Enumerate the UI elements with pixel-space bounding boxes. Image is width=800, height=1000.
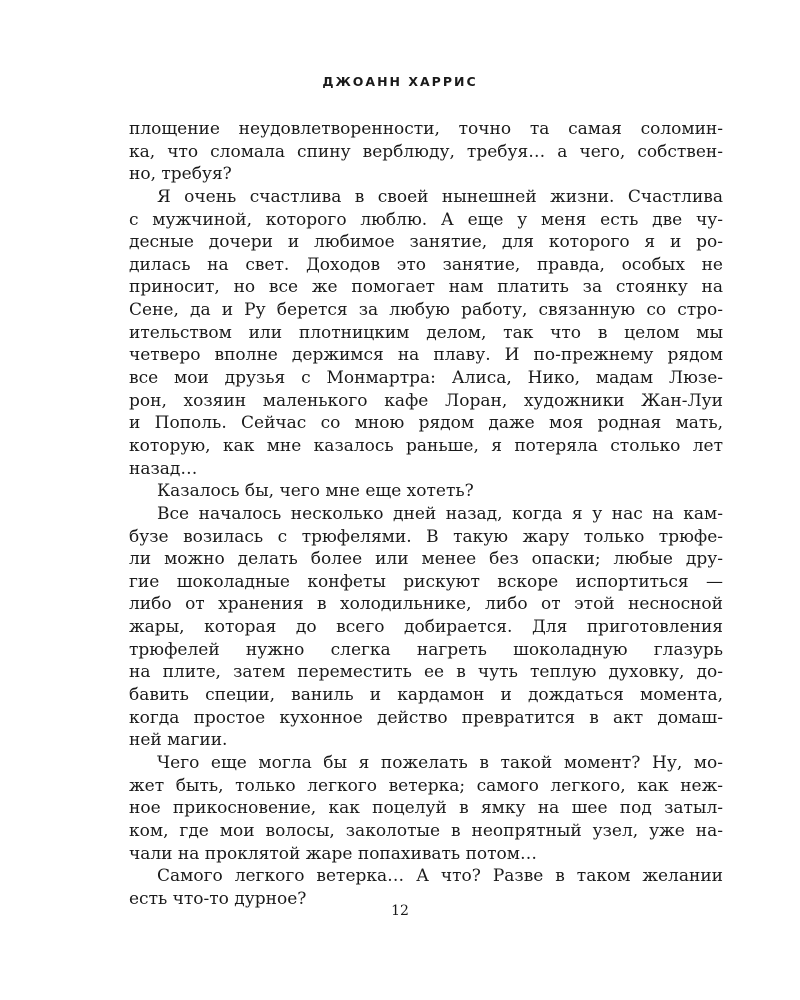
text-line: все мои друзья с Монмартра: Алиса, Нико, мадам Люзе- xyxy=(129,368,723,389)
text-line: но, требуя? xyxy=(129,164,232,185)
text-line: либо от хранения в холодильнике, либо от этой несносной xyxy=(129,594,723,615)
paragraph-first-line: Казалось бы, чего мне еще хотеть? xyxy=(157,481,474,502)
body-text xyxy=(129,118,723,910)
text-line: с мужчиной, которого люблю. А еще у меня есть две чу- xyxy=(129,209,723,230)
text-line: жары, которая до всего добирается. Для приготовления xyxy=(129,617,723,638)
text-line: ли можно делать более или менее без опаски; любые дру- xyxy=(129,549,723,570)
text-line: которую, как мне казалось раньше, я потеряла столько лет xyxy=(129,435,723,456)
text-line: чали на проклятой жаре попахивать потом… xyxy=(129,843,538,864)
text-line: трюфелей нужно слегка нагреть шоколадную глазурь xyxy=(129,639,723,660)
text-line: гие шоколадные конфеты рискуют вскоре испортиться — xyxy=(129,571,723,592)
text-line: на плите, затем переместить ее в чуть теплую духовку, до- xyxy=(129,662,723,683)
text-line: ней магии. xyxy=(129,730,228,751)
text-line: ка, что сломала спину верблюду, требуя… а чего, собствен- xyxy=(129,141,723,162)
text-line: бавить специи, ваниль и кардамон и дождаться момента, xyxy=(129,685,723,706)
text-line: бузе возилась с трюфелями. В такую жару только трюфе- xyxy=(129,526,723,547)
paragraph-first-line: Я очень счастлива в своей нынешней жизни. Счастлива xyxy=(157,186,723,207)
text-line: жет быть, только легкого ветерка; самого легкого, как неж- xyxy=(129,775,723,796)
text-line: ное прикосновение, как поцелуй в ямку на шее под затыл- xyxy=(129,798,723,819)
page-number: 12 xyxy=(391,903,409,919)
text-line: когда простое кухонное действо превратится в акт домаш- xyxy=(129,707,723,728)
text-line: и Пополь. Сейчас со мною рядом даже моя родная мать, xyxy=(129,413,723,434)
text-line: дилась на свет. Доходов это занятие, правда, особых не xyxy=(129,254,723,275)
text-line: рон, хозяин маленького кафе Лоран, художники Жан-Луи xyxy=(129,390,723,411)
text-line: четверо вполне держимся на плаву. И по-прежнему рядом xyxy=(129,345,723,366)
text-line: площение неудовлетворенности, точно та самая соломин- xyxy=(129,119,723,139)
text-line: ительством или плотницким делом, так что в целом мы xyxy=(129,322,723,343)
paragraph-first-line: Все началось несколько дней назад, когда я у нас на кам- xyxy=(157,503,723,524)
text-line: Сене, да и Ру берется за любую работу, связанную со стро- xyxy=(129,300,723,321)
paragraph-first-line: Чего еще могла бы я пожелать в такой момент? Ну, мо- xyxy=(157,752,723,773)
running-head: ДЖОАНН ХАРРИС xyxy=(322,74,478,89)
text-line: приносит, но все же помогает нам платить за стоянку на xyxy=(129,277,723,298)
paragraph-first-line: Самого легкого ветерка… А что? Разве в таком желании xyxy=(157,866,723,887)
text-line: ком, где мои волосы, заколотые в неопрятный узел, уже на- xyxy=(129,820,723,841)
text-line: десные дочери и любимое занятие, для которого я и ро- xyxy=(129,232,723,253)
text-line: назад… xyxy=(129,458,198,479)
text-line: есть что-то дурное? xyxy=(129,888,307,909)
